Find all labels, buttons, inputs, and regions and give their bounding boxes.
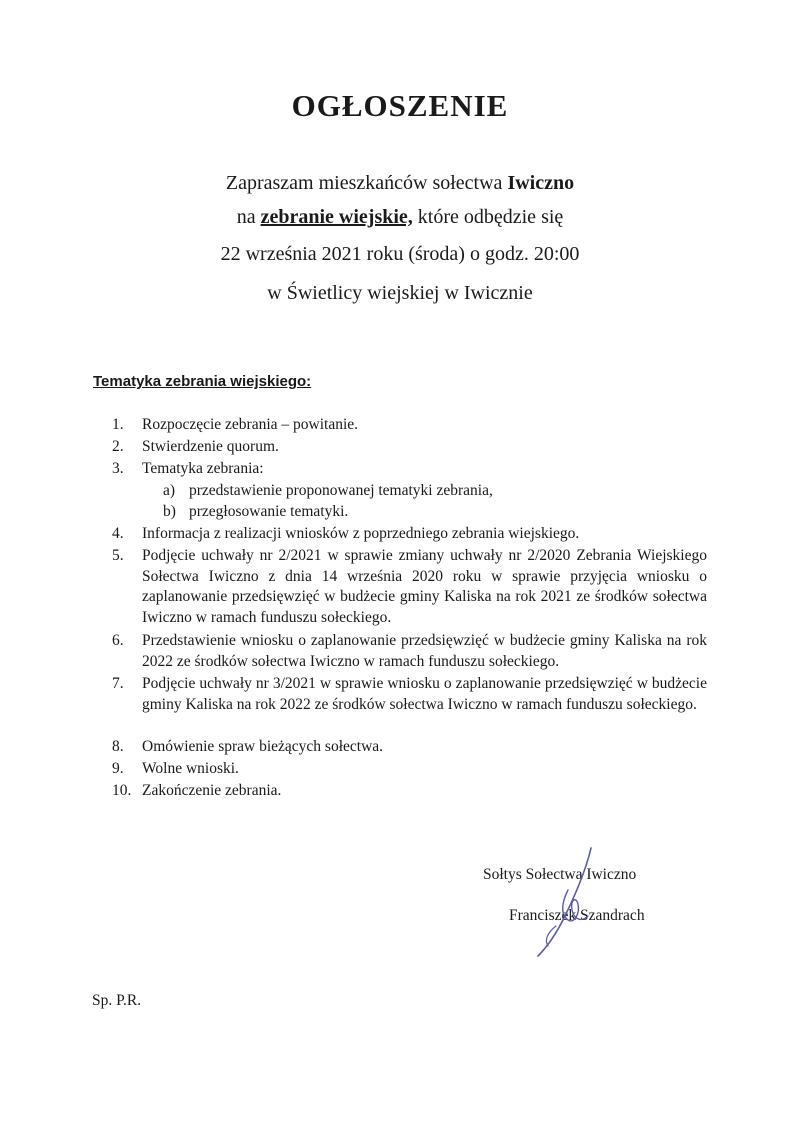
intro-line-2-prefix: na [236, 206, 261, 228]
agenda-subitem-letter: b) [163, 503, 176, 520]
agenda-item-text: Podjęcie uchwały nr 3/2021 w sprawie wniosku o zaplanowanie przedsięwzięć w budżecie gminy Kaliska na rok 2022 ze środków sołectwa Iwiczno w ramach funduszu sołeckiego. [142, 675, 707, 713]
agenda-item-number: 5. [112, 547, 124, 564]
signer-role: Sołtys Sołectwa Iwiczno [483, 866, 637, 883]
agenda-subitem-letter: a) [163, 482, 176, 499]
agenda-item-number: 2. [112, 438, 124, 455]
agenda-item-number: 1. [112, 416, 124, 433]
agenda-subitem [163, 502, 348, 522]
agenda-item-text: Stwierdzenie quorum. [142, 438, 279, 455]
agenda-subitem-text: przedstawienie proponowanej tematyki zebrania, [189, 482, 493, 499]
village-name: Iwiczno [507, 172, 575, 194]
agenda-subitem [163, 481, 493, 501]
intro-line-1-text: Zapraszam mieszkańców sołectwa [225, 172, 508, 194]
meeting-type: zebranie wiejskie, [260, 206, 413, 228]
handwritten-signature [508, 840, 598, 960]
agenda-item-number: 7. [112, 675, 124, 692]
agenda-item [112, 631, 707, 672]
agenda-item [112, 781, 707, 802]
agenda-item [112, 437, 707, 458]
intro-line-2 [0, 206, 800, 229]
meeting-date: 22 września 2021 roku (środa) o godz. 20:00 [220, 243, 580, 265]
agenda-item-text: Wolne wnioski. [142, 760, 239, 777]
agenda-item-number: 4. [112, 525, 124, 542]
signer-name: Franciszek Szandrach [509, 907, 645, 924]
agenda-item [112, 459, 707, 480]
agenda-item-number: 8. [112, 738, 124, 755]
footer-note: Sp. P.R. [92, 992, 142, 1009]
agenda-item-number: 3. [112, 460, 124, 477]
agenda-subitem-text: przegłosowanie tematyki. [189, 503, 349, 520]
agenda-item-text: Omówienie spraw bieżących sołectwa. [142, 738, 384, 755]
agenda-item [112, 759, 707, 780]
agenda-item-text: Przedstawienie wniosku o zaplanowanie przedsięwzięć w budżecie gminy Kaliska na rok 2022 ze środków sołectwa Iwiczno w ramach funduszu sołeckiego. [142, 632, 707, 670]
intro-line-1 [0, 172, 800, 195]
agenda-item-text: Podjęcie uchwały nr 2/2021 w sprawie zmiany uchwały nr 2/2020 Zebrania Wiejskiego Sołectwa Iwiczno z dnia 14 września 2020 roku w sprawie przyjęcia wniosku o zaplanowanie przedsięwzięć w budżecie gminy Kaliska na rok 2021 ze środków sołectwa Iwiczno w ramach funduszu sołeckiego. [142, 547, 707, 626]
agenda-item [112, 524, 707, 545]
meeting-location: w Świetlicy wiejskiej w Iwicznie [267, 282, 533, 304]
agenda-item-number: 9. [112, 760, 124, 777]
agenda-item-text: Zakończenie zebrania. [142, 782, 282, 799]
page-title: OGŁOSZENIE [291, 88, 509, 123]
agenda-item [112, 415, 707, 436]
agenda-item-text: Tematyka zebrania: [142, 460, 264, 477]
agenda-item-text: Rozpoczęcie zebrania – powitanie. [142, 416, 359, 433]
agenda-item [112, 737, 707, 758]
agenda-item [112, 546, 707, 628]
agenda-item [112, 674, 707, 715]
agenda-heading: Tematyka zebrania wiejskiego: [93, 373, 312, 390]
agenda-item-text: Informacja z realizacji wniosków z poprzedniego zebrania wiejskiego. [142, 525, 580, 542]
agenda-item-number: 10. [112, 782, 132, 799]
agenda-item-number: 6. [112, 632, 124, 649]
intro-line-2-suffix: które odbędzie się [412, 206, 564, 228]
